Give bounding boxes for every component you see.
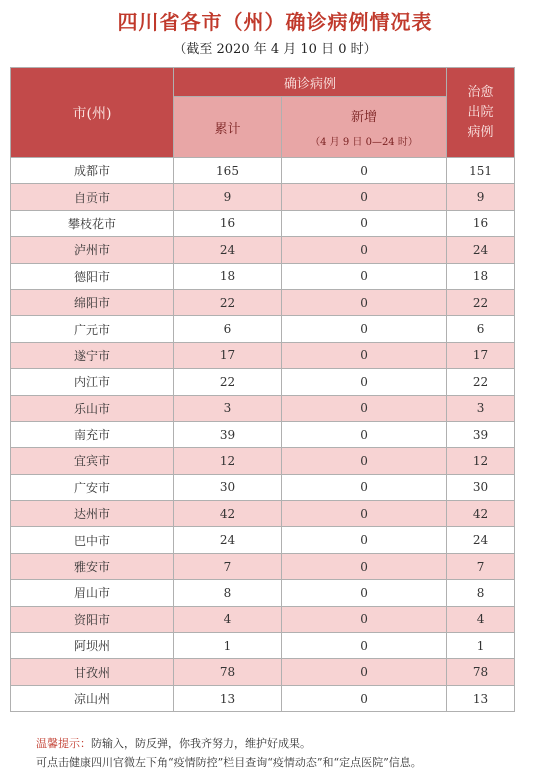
city-cell: 宜宾市 xyxy=(11,448,174,474)
cumulative-cell: 17 xyxy=(174,342,282,368)
table-row xyxy=(11,210,515,236)
cumulative-cell: 30 xyxy=(174,474,282,500)
new-cell: 0 xyxy=(282,158,447,184)
new-column-header xyxy=(282,97,447,158)
table-row xyxy=(11,527,515,553)
city-cell: 内江市 xyxy=(11,369,174,395)
table-row xyxy=(11,580,515,606)
new-cell: 0 xyxy=(282,685,447,711)
new-cell: 0 xyxy=(282,527,447,553)
new-cell: 0 xyxy=(282,474,447,500)
footer-tip-label: 温馨提示： xyxy=(36,737,91,750)
cumulative-cell: 4 xyxy=(174,606,282,632)
cumulative-cell: 6 xyxy=(174,316,282,342)
city-cell: 凉山州 xyxy=(11,685,174,711)
new-cell: 0 xyxy=(282,210,447,236)
city-cell: 眉山市 xyxy=(11,580,174,606)
cured-cell: 16 xyxy=(447,210,515,236)
table-row xyxy=(11,158,515,184)
cumulative-cell: 22 xyxy=(174,289,282,315)
cumulative-cell: 42 xyxy=(174,501,282,527)
new-cell: 0 xyxy=(282,553,447,579)
table-row xyxy=(11,316,515,342)
city-cell: 绵阳市 xyxy=(11,289,174,315)
cured-cell: 151 xyxy=(447,158,515,184)
table-row xyxy=(11,685,515,711)
table-row xyxy=(11,633,515,659)
city-cell: 德阳市 xyxy=(11,263,174,289)
cumulative-cell: 22 xyxy=(174,369,282,395)
city-cell: 甘孜州 xyxy=(11,659,174,685)
page-subtitle: （截至 2020 年 4 月 10 日 0 时） xyxy=(173,42,377,57)
new-cell: 0 xyxy=(282,633,447,659)
cured-cell: 4 xyxy=(447,606,515,632)
table-row xyxy=(11,659,515,685)
city-cell: 泸州市 xyxy=(11,237,174,263)
city-cell: 乐山市 xyxy=(11,395,174,421)
cured-column-header xyxy=(447,68,515,158)
cured-cell: 22 xyxy=(447,369,515,395)
cured-cell: 39 xyxy=(447,421,515,447)
new-cell: 0 xyxy=(282,184,447,210)
cured-cell: 22 xyxy=(447,289,515,315)
cumulative-cell: 16 xyxy=(174,210,282,236)
table-row xyxy=(11,263,515,289)
new-cell: 0 xyxy=(282,421,447,447)
cured-cell: 9 xyxy=(447,184,515,210)
table-row xyxy=(11,501,515,527)
cumulative-cell: 39 xyxy=(174,421,282,447)
cumulative-cell: 3 xyxy=(174,395,282,421)
table-row xyxy=(11,342,515,368)
confirmed-group-header: 确诊病例 xyxy=(174,68,447,97)
cured-cell: 3 xyxy=(447,395,515,421)
cured-cell: 17 xyxy=(447,342,515,368)
city-cell: 阿坝州 xyxy=(11,633,174,659)
new-cell: 0 xyxy=(282,316,447,342)
new-cell: 0 xyxy=(282,659,447,685)
city-cell: 达州市 xyxy=(11,501,174,527)
cured-cell: 12 xyxy=(447,448,515,474)
cumulative-cell: 24 xyxy=(174,237,282,263)
cured-cell: 8 xyxy=(447,580,515,606)
new-cell: 0 xyxy=(282,606,447,632)
city-cell: 攀枝花市 xyxy=(11,210,174,236)
page-title: 四川省各市（州）确诊病例情况表 xyxy=(117,10,433,34)
cumulative-cell: 13 xyxy=(174,685,282,711)
table-row xyxy=(11,421,515,447)
new-header-period: （4 月 9 日 0—24 时） xyxy=(310,137,418,148)
cured-cell: 24 xyxy=(447,527,515,553)
cumulative-cell: 18 xyxy=(174,263,282,289)
new-cell: 0 xyxy=(282,580,447,606)
cumulative-cell: 8 xyxy=(174,580,282,606)
footer-note: 可点击健康四川官微左下角“疫情防控”栏目查询“疫情动态”和“定点医院”信息。 xyxy=(36,756,422,769)
city-cell: 遂宁市 xyxy=(11,342,174,368)
footer-tip xyxy=(36,734,422,753)
new-cell: 0 xyxy=(282,369,447,395)
city-cell: 成都市 xyxy=(11,158,174,184)
cumulative-cell: 9 xyxy=(174,184,282,210)
new-header-label: 新增 xyxy=(351,110,378,125)
cumulative-column-header: 累计 xyxy=(174,97,282,158)
new-cell: 0 xyxy=(282,501,447,527)
cured-cell: 7 xyxy=(447,553,515,579)
footer xyxy=(36,734,422,772)
city-cell: 自贡市 xyxy=(11,184,174,210)
new-cell: 0 xyxy=(282,448,447,474)
table-row xyxy=(11,184,515,210)
new-cell: 0 xyxy=(282,263,447,289)
new-cell: 0 xyxy=(282,395,447,421)
cumulative-cell: 7 xyxy=(174,553,282,579)
new-cell: 0 xyxy=(282,289,447,315)
cumulative-cell: 1 xyxy=(174,633,282,659)
new-cell: 0 xyxy=(282,237,447,263)
city-column-header: 市(州) xyxy=(11,68,174,158)
city-cell: 南充市 xyxy=(11,421,174,447)
cured-header-line: 出院 xyxy=(467,104,494,120)
table-row xyxy=(11,606,515,632)
table-body xyxy=(11,158,515,712)
table-row xyxy=(11,369,515,395)
footer-tip-text: 防输入，防反弹，你我齐努力，维护好成果。 xyxy=(91,737,311,750)
cumulative-cell: 12 xyxy=(174,448,282,474)
cured-cell: 18 xyxy=(447,263,515,289)
table-row xyxy=(11,237,515,263)
cured-cell: 24 xyxy=(447,237,515,263)
table-row xyxy=(11,448,515,474)
city-cell: 巴中市 xyxy=(11,527,174,553)
cured-cell: 30 xyxy=(447,474,515,500)
table-row xyxy=(11,474,515,500)
table-row xyxy=(11,395,515,421)
city-cell: 广安市 xyxy=(11,474,174,500)
table-header xyxy=(11,68,515,158)
cumulative-cell: 165 xyxy=(174,158,282,184)
city-cell: 资阳市 xyxy=(11,606,174,632)
cumulative-cell: 78 xyxy=(174,659,282,685)
city-cell: 广元市 xyxy=(11,316,174,342)
cured-cell: 6 xyxy=(447,316,515,342)
cured-cell: 42 xyxy=(447,501,515,527)
table-row xyxy=(11,289,515,315)
cured-cell: 1 xyxy=(447,633,515,659)
cases-table xyxy=(10,67,515,712)
cured-cell: 78 xyxy=(447,659,515,685)
cured-header-line: 病例 xyxy=(467,124,494,140)
city-cell: 雅安市 xyxy=(11,553,174,579)
cumulative-cell: 24 xyxy=(174,527,282,553)
cured-cell: 13 xyxy=(447,685,515,711)
table-row xyxy=(11,553,515,579)
new-cell: 0 xyxy=(282,342,447,368)
cured-header-line: 治愈 xyxy=(467,84,494,100)
